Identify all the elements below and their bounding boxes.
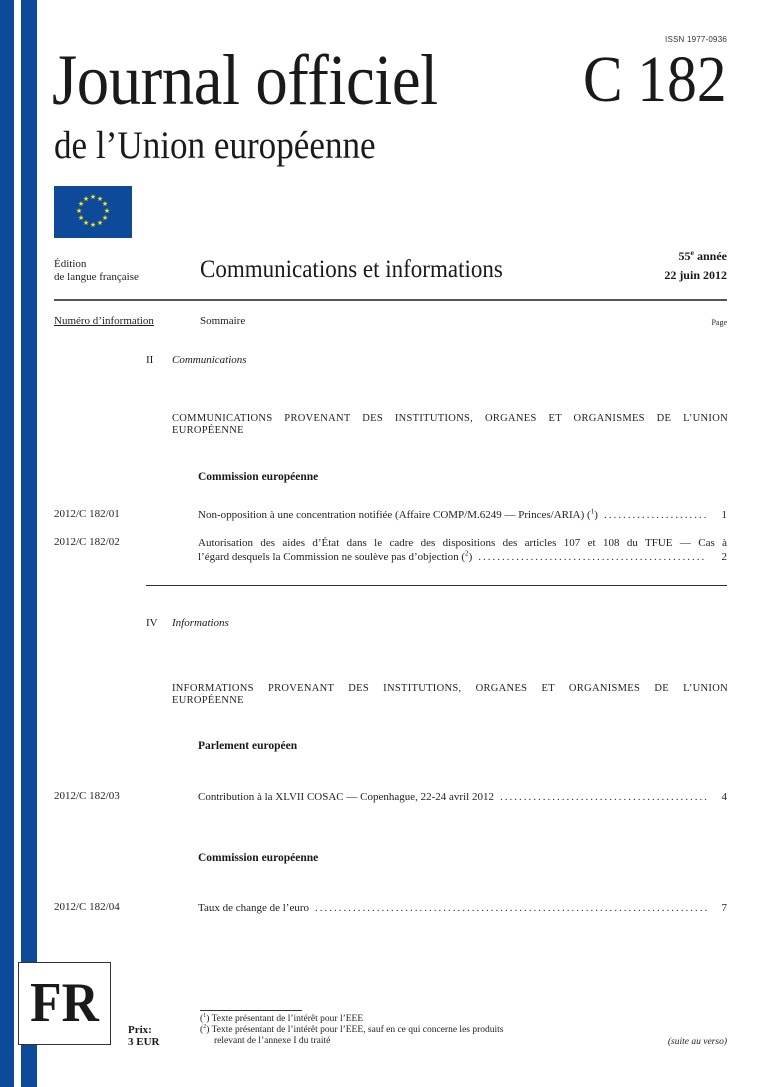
svg-text:★: ★ — [89, 193, 97, 201]
edition-label: Édition de langue française — [54, 258, 139, 283]
svg-text:★: ★ — [101, 214, 109, 222]
section-numeral: IV — [146, 617, 158, 629]
journal-subtitle: de l’Union européenne — [54, 124, 376, 167]
footnote: ($^2$) Texte présentant de l’intérêt pour l’EEE, sauf en ce qui concerne les produits relevant de l’annexe I du traité — [200, 1023, 504, 1046]
entry-number: 2012/C 182/04 — [54, 901, 120, 913]
svg-text:★: ★ — [75, 207, 83, 215]
organ-heading: Parlement européen — [198, 740, 298, 752]
column-header-summary: Sommaire — [200, 315, 246, 327]
toc-entry[interactable]: Non-opposition à une concentration notifiée (Affaire COMP/M.6249 — Princes/ARIA) ($^1$) ..... 1 — [198, 508, 727, 522]
issn: ISSN 1977-0936 — [665, 35, 727, 44]
leader-dots — [315, 901, 707, 915]
svg-text:★: ★ — [103, 207, 111, 215]
section-title: Communications — [172, 354, 247, 366]
year-label: 55e année — [678, 248, 727, 263]
entry-number: 2012/C 182/02 — [54, 536, 120, 548]
toc-entry[interactable]: Contribution à la XLVII COSAC — Copenhague, 22-24 avril 2012 ..... 4 — [198, 790, 727, 804]
column-header-number: Numéro d’information — [54, 315, 154, 327]
section-category: COMMUNICATIONS PROVENANT DES INSTITUTIONS, ORGANES ET ORGANISMES DE L’UNION EUROPÉENNE — [172, 413, 728, 436]
svg-text:★: ★ — [101, 200, 109, 208]
price: Prix: 3 EUR — [128, 1024, 160, 1048]
language-code-box — [18, 962, 111, 1045]
left-blue-bar — [0, 0, 14, 1087]
footnote-divider — [200, 1010, 302, 1011]
organ-heading: Commission européenne — [198, 852, 319, 864]
flag-stars — [76, 193, 110, 229]
svg-text:★: ★ — [77, 214, 85, 222]
svg-text:★: ★ — [77, 200, 85, 208]
leader-dots — [604, 508, 707, 522]
svg-text:★: ★ — [89, 221, 97, 229]
footnote: ($^1$) Texte présentant de l’intérêt pour l’EEE — [200, 1012, 364, 1024]
entry-page: 4 — [721, 791, 727, 803]
series-heading: Communications et informations — [200, 256, 503, 283]
toc-entry[interactable]: Taux de change de l’euro ..... 7 — [198, 901, 727, 915]
entry-number: 2012/C 182/03 — [54, 790, 120, 802]
svg-text:★: ★ — [96, 219, 104, 227]
organ-heading: Commission européenne — [198, 471, 319, 483]
left-blue-bar-inner — [21, 0, 37, 1087]
section-numeral: II — [146, 354, 154, 366]
eu-flag-icon — [54, 186, 132, 238]
svg-text:★: ★ — [96, 195, 104, 203]
entry-number: 2012/C 182/01 — [54, 508, 120, 520]
leader-dots — [478, 550, 707, 564]
issue-number: C 182 — [583, 43, 727, 116]
entry-page: 7 — [721, 902, 727, 914]
toc-entry[interactable]: Autorisation des aides d’État dans le cadre des dispositions des articles 107 et 108 du TFUE — Cas à l’égard desquels la Commission ne soulève pas d’objection ($^2$) ..... 2 — [198, 536, 727, 564]
language-code: FR — [30, 972, 99, 1034]
section-divider — [146, 585, 727, 586]
section-category: INFORMATIONS PROVENANT DES INSTITUTIONS, ORGANES ET ORGANISMES DE L’UNION EUROPÉENNE — [172, 683, 728, 706]
header-divider — [54, 299, 727, 301]
footnotes — [200, 1014, 504, 1047]
svg-text:★: ★ — [82, 219, 90, 227]
section-title: Informations — [172, 617, 229, 629]
column-header-page: Page — [711, 318, 727, 327]
continued-note: (suite au verso) — [667, 1037, 727, 1047]
leader-dots — [500, 790, 707, 804]
entry-page: 1 — [721, 509, 727, 521]
entry-page: 2 — [721, 551, 727, 563]
svg-text:★: ★ — [82, 195, 90, 203]
journal-title: Journal officiel — [52, 40, 438, 120]
issue-date: 22 juin 2012 — [664, 268, 727, 282]
